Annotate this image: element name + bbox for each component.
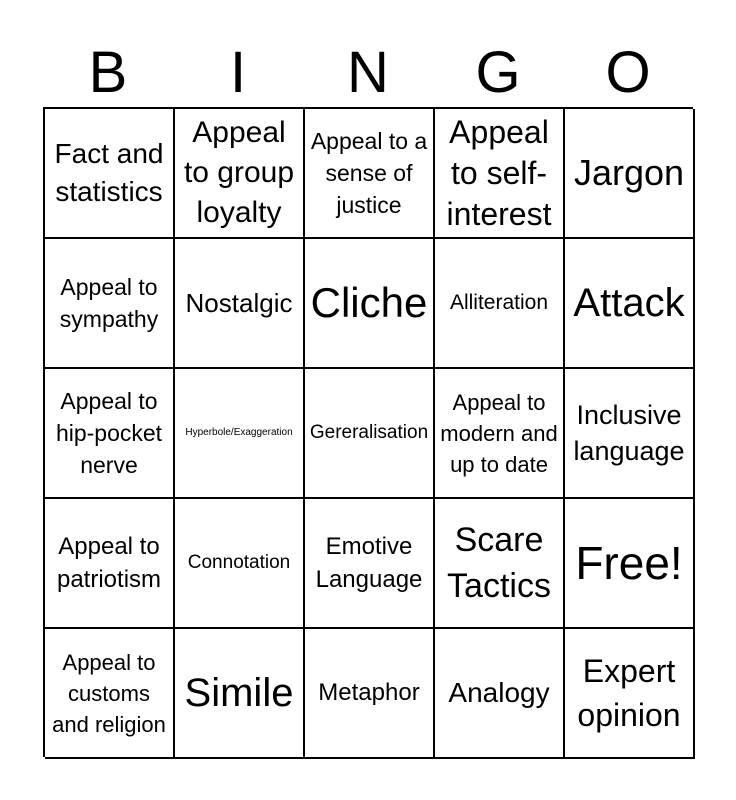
- bingo-cell-label: Cliche: [310, 279, 428, 326]
- header-letter-g: G: [475, 40, 521, 105]
- bingo-cell[interactable]: [435, 499, 565, 629]
- bingo-cell[interactable]: [565, 239, 695, 369]
- bingo-cell[interactable]: [175, 239, 305, 369]
- bingo-cell-label: Appeal to self-interest: [446, 113, 552, 232]
- header-letter-i: I: [229, 40, 247, 105]
- bingo-cell[interactable]: [45, 499, 175, 629]
- bingo-cell[interactable]: [565, 499, 695, 629]
- bingo-cell-label: Free!: [575, 537, 683, 589]
- bingo-cell[interactable]: [435, 629, 565, 759]
- bingo-cell[interactable]: [45, 239, 175, 369]
- bingo-cell[interactable]: [305, 239, 435, 369]
- bingo-cell[interactable]: [305, 109, 435, 239]
- bingo-cell[interactable]: [175, 109, 305, 239]
- bingo-cell[interactable]: [45, 109, 175, 239]
- bingo-cell[interactable]: [435, 239, 565, 369]
- bingo-cell-label: Analogy: [448, 677, 550, 708]
- bingo-cell[interactable]: [305, 499, 435, 629]
- bingo-cell-label: Gereralisation: [309, 422, 429, 443]
- bingo-cell-label: Alliteration: [449, 291, 549, 314]
- bingo-cell-label: Emotive Language: [315, 533, 423, 593]
- bingo-cell[interactable]: [435, 109, 565, 239]
- bingo-cell[interactable]: [565, 369, 695, 499]
- bingo-cell-label: Appeal to patriotism: [56, 533, 162, 593]
- bingo-cell-label: Metaphor: [318, 679, 420, 706]
- bingo-cell[interactable]: [565, 629, 695, 759]
- bingo-cell-label: Appeal to group loyalty: [183, 116, 295, 229]
- bingo-cell[interactable]: [305, 369, 435, 499]
- bingo-card-grid: [43, 107, 693, 757]
- header-letter-o: O: [605, 40, 651, 105]
- bingo-cell-label: Simile: [184, 671, 294, 715]
- bingo-cell[interactable]: [175, 369, 305, 499]
- bingo-cell[interactable]: [305, 629, 435, 759]
- bingo-cell-label: Scare Tactics: [447, 521, 551, 605]
- bingo-cell-label: Hyperbole/Exaggeration: [185, 427, 293, 438]
- bingo-cell-label: Appeal to hip-pocket nerve: [55, 388, 163, 478]
- header-letter-b: B: [88, 40, 128, 105]
- bingo-cell-label: Jargon: [573, 152, 685, 193]
- bingo-cell-label: Expert opinion: [577, 653, 681, 733]
- bingo-cell-label: Appeal to sympathy: [59, 274, 159, 332]
- bingo-cell[interactable]: [435, 369, 565, 499]
- bingo-cell-label: Fact and statistics: [54, 138, 164, 207]
- bingo-cell-label: Nostalgic: [185, 288, 293, 318]
- bingo-cell-label: Attack: [573, 281, 685, 325]
- bingo-cell-label: Appeal to customs and religion: [52, 649, 166, 737]
- bingo-cell[interactable]: [45, 369, 175, 499]
- bingo-cell[interactable]: [175, 499, 305, 629]
- bingo-cell-label: Appeal to a sense of justice: [310, 128, 428, 218]
- bingo-cell-label: Inclusive language: [573, 400, 685, 466]
- bingo-cell-label: Connotation: [187, 552, 291, 573]
- bingo-cell-label: Appeal to modern and up to date: [440, 389, 558, 477]
- bingo-cell[interactable]: [565, 109, 695, 239]
- bingo-cell[interactable]: [45, 629, 175, 759]
- bingo-header: [43, 40, 693, 106]
- header-letter-n: N: [347, 40, 389, 105]
- bingo-cell[interactable]: [175, 629, 305, 759]
